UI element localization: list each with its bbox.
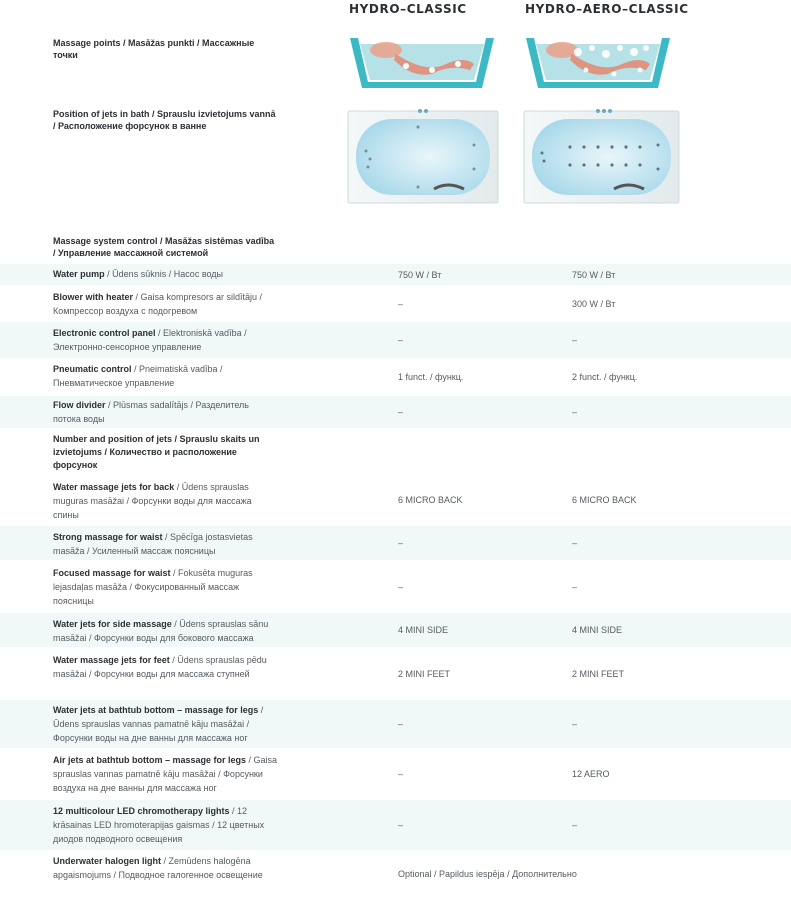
table-row: Strong massage for waist / Spēcīga jostasvietas masāža / Усиленный массаж поясницы – – bbox=[0, 526, 791, 560]
table-row: Blower with heater / Gaisa kompresors ar sildītāju / Компрессор воздуха с подогревом – 300 W / Вт bbox=[53, 292, 616, 316]
section-jets-position: Position of jets in bath / Sprauslu izvietojums vannā / Расположение форсунок в ванне bbox=[53, 109, 276, 131]
table-row: Water jets for side massage / Ūdens sprauslas sānu masāžai / Форсунки воды для бокового массажа 4 MINI SIDE 4 MINI SIDE bbox=[0, 613, 791, 647]
table-row: Air jets at bathtub bottom – massage for legs / Gaisa sprauslas vannas pamatnē kāju masāžai / Форсунки воздуха на дне ванны для массажа ног – 12 AERO bbox=[53, 755, 610, 793]
table-row: Water massage jets for back / Ūdens sprauslas muguras masāžai / Форсунки воды для массажа спины 6 MICRO BACK 6 MICRO BACK bbox=[53, 482, 637, 520]
column-header-hydro-aero-classic: HYDRO–AERO–CLASSIC bbox=[525, 2, 689, 16]
table-row: Water jets at bathtub bottom – massage for legs / Ūdens sprauslas vannas pamatnē kāju masāžai / Форсунки воды на дне ванны для массажа ног – – bbox=[0, 700, 791, 748]
tub-profile-figure-hydro-aero bbox=[522, 30, 674, 92]
section-number-position: Number and position of jets / Sprauslu skaits un izvietojums / Количество и расположение форсунок bbox=[53, 434, 260, 470]
tub-profile-figure-hydro bbox=[346, 30, 498, 92]
bath-top-view-hydro-aero bbox=[522, 107, 682, 207]
table-row: 12 multicolour LED chromotherapy lights / 12 krāsainas LED hromoterapijas gaismas / 12 цветных диодов подводного освещения – – bbox=[0, 800, 791, 850]
table-row: Electronic control panel / Elektroniskā vadība / Электронно-сенсорное управление – – bbox=[0, 322, 791, 358]
table-row: Water massage jets for feet / Ūdens sprauslas pēdu masāžai / Форсунки воды для массажа ступней 2 MINI FEET 2 MINI FEET bbox=[53, 655, 625, 679]
section-control: Massage system control / Masāžas sistēmas vadība / Управление массажной системой bbox=[53, 236, 275, 258]
table-row: Pneumatic control / Pneimatiskā vadība / Пневматическое управление 1 funct. / функц. 2 funct. / функц. bbox=[53, 364, 638, 388]
column-header-hydro-classic: HYDRO–CLASSIC bbox=[349, 2, 467, 16]
bath-top-view-hydro bbox=[346, 107, 501, 207]
table-row: Focused massage for waist / Fokusēta muguras lejasdaļas masāža / Фокусированный массаж поясницы – – bbox=[53, 568, 578, 606]
section-massage-points: Massage points / Masāžas punkti / Массажные точки bbox=[53, 38, 255, 60]
table-row: Flow divider / Plūsmas sadalītājs / Разделитель потока воды – – bbox=[0, 396, 791, 428]
table-row: Water pump / Ūdens sūknis / Насос воды 750 W / Вт 750 W / Вт bbox=[0, 264, 791, 285]
table-row: Underwater halogen light / Zemūdens halogēna apgaismojums / Подводное галогенное освещение Optional / Papildus iespēja / Дополнительно bbox=[53, 856, 577, 880]
